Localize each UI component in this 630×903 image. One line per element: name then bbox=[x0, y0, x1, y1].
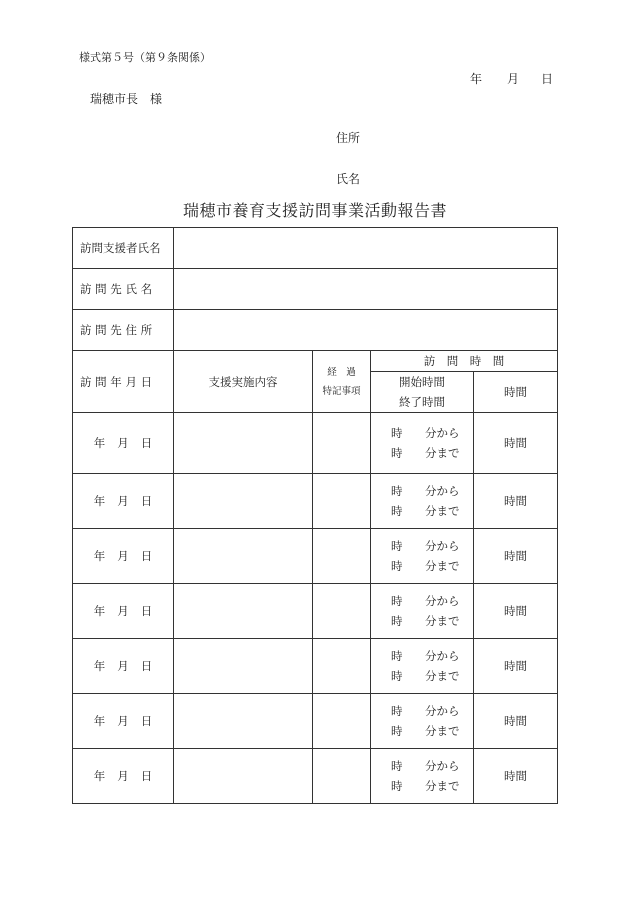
date-year-label: 年 bbox=[93, 436, 106, 450]
start-minute-label: 分から bbox=[425, 594, 460, 608]
hours-cell[interactable]: 時間 bbox=[474, 694, 558, 749]
name-label: 氏名 bbox=[336, 172, 361, 186]
start-hour-label: 時 bbox=[391, 426, 403, 440]
addressee: 瑞穂市長 様 bbox=[90, 92, 163, 106]
support-content-header: 支援実施内容 bbox=[174, 351, 313, 413]
end-minute-label: 分まで bbox=[425, 446, 460, 460]
special-notes-cell[interactable] bbox=[313, 413, 371, 474]
date-year-label: 年 bbox=[93, 549, 106, 563]
table-row bbox=[73, 694, 558, 749]
date-day-label: 日 bbox=[140, 659, 153, 673]
start-hour-label: 時 bbox=[391, 704, 403, 718]
start-hour-label: 時 bbox=[391, 594, 403, 608]
special-notes-cell[interactable] bbox=[313, 529, 371, 584]
table-row bbox=[73, 584, 558, 639]
date-day-label: 日 bbox=[140, 494, 153, 508]
date-day-label: 日 bbox=[140, 714, 153, 728]
start-minute-label: 分から bbox=[425, 539, 460, 553]
start-minute-label: 分から bbox=[425, 759, 460, 773]
date-day-label: 日 bbox=[140, 769, 153, 783]
end-hour-label: 時 bbox=[391, 669, 403, 683]
end-minute-label: 分まで bbox=[425, 724, 460, 738]
start-minute-label: 分から bbox=[425, 704, 460, 718]
table-row bbox=[73, 529, 558, 584]
end-minute-label: 分まで bbox=[425, 669, 460, 683]
time-range-cell[interactable] bbox=[371, 529, 474, 584]
start-minute-label: 分から bbox=[425, 649, 460, 663]
date-day-label: 日 bbox=[140, 549, 153, 563]
special-notes-cell[interactable] bbox=[313, 474, 371, 529]
visitor-name-field[interactable] bbox=[174, 228, 558, 269]
start-hour-label: 時 bbox=[391, 649, 403, 663]
start-hour-label: 時 bbox=[391, 484, 403, 498]
end-hour-label: 時 bbox=[391, 559, 403, 573]
visit-date-header: 訪 問 年 月 日 bbox=[73, 351, 174, 413]
time-range-cell[interactable] bbox=[371, 749, 474, 804]
time-range-cell[interactable] bbox=[371, 639, 474, 694]
date-year: 年 bbox=[470, 72, 483, 86]
date-month-label: 月 bbox=[117, 604, 129, 618]
special-notes-cell[interactable] bbox=[313, 694, 371, 749]
visit-time-header: 訪 問 時 間 bbox=[371, 351, 558, 372]
hours-cell[interactable]: 時間 bbox=[474, 749, 558, 804]
visit-date-cell[interactable] bbox=[73, 694, 174, 749]
visit-date-cell[interactable] bbox=[73, 749, 174, 804]
start-end-time-header bbox=[371, 372, 474, 413]
date-month-label: 月 bbox=[117, 659, 129, 673]
visit-target-address-field[interactable] bbox=[174, 310, 558, 351]
time-range-cell[interactable] bbox=[371, 584, 474, 639]
date-day-label: 日 bbox=[140, 436, 153, 450]
time-range-cell[interactable] bbox=[371, 694, 474, 749]
table-row bbox=[73, 474, 558, 529]
date-day-label: 日 bbox=[140, 604, 153, 618]
end-hour-label: 時 bbox=[391, 779, 403, 793]
hours-cell[interactable]: 時間 bbox=[474, 639, 558, 694]
visit-target-name-label: 訪 問 先 氏 名 bbox=[73, 269, 174, 310]
end-time-label: 終了時間 bbox=[399, 395, 445, 409]
address-label: 住所 bbox=[336, 131, 361, 145]
special-notes-cell[interactable] bbox=[313, 749, 371, 804]
hours-cell[interactable]: 時間 bbox=[474, 529, 558, 584]
start-hour-label: 時 bbox=[391, 539, 403, 553]
date-month-label: 月 bbox=[117, 714, 129, 728]
end-hour-label: 時 bbox=[391, 446, 403, 460]
table-row bbox=[73, 749, 558, 804]
end-minute-label: 分まで bbox=[425, 779, 460, 793]
special-notes-cell[interactable] bbox=[313, 584, 371, 639]
support-content-cell[interactable] bbox=[174, 474, 313, 529]
start-hour-label: 時 bbox=[391, 759, 403, 773]
date-year-label: 年 bbox=[93, 659, 106, 673]
start-minute-label: 分から bbox=[425, 426, 460, 440]
support-content-cell[interactable] bbox=[174, 413, 313, 474]
visit-date-cell[interactable] bbox=[73, 529, 174, 584]
support-content-cell[interactable] bbox=[174, 694, 313, 749]
visit-date-cell[interactable] bbox=[73, 413, 174, 474]
end-minute-label: 分まで bbox=[425, 614, 460, 628]
special-notes-label: 特記事項 bbox=[322, 385, 361, 397]
start-minute-label: 分から bbox=[425, 484, 460, 498]
time-range-cell[interactable] bbox=[371, 474, 474, 529]
end-hour-label: 時 bbox=[391, 614, 403, 628]
date-year-label: 年 bbox=[93, 604, 106, 618]
start-time-label: 開始時間 bbox=[399, 375, 445, 389]
date-month-label: 月 bbox=[117, 436, 129, 450]
progress-notes-header bbox=[313, 351, 371, 413]
form-number: 様式第５号（第９条関係） bbox=[79, 51, 211, 64]
support-content-cell[interactable] bbox=[174, 639, 313, 694]
end-minute-label: 分まで bbox=[425, 559, 460, 573]
date-day: 日 bbox=[541, 72, 554, 86]
date-month-label: 月 bbox=[117, 769, 129, 783]
special-notes-cell[interactable] bbox=[313, 639, 371, 694]
date-month-label: 月 bbox=[117, 494, 129, 508]
visit-date-cell[interactable] bbox=[73, 584, 174, 639]
page-title: 瑞穂市養育支援訪問事業活動報告書 bbox=[182, 201, 447, 220]
visit-target-address-label: 訪 問 先 住 所 bbox=[73, 310, 174, 351]
visitor-name-label: 訪問支援者氏名 bbox=[73, 228, 174, 269]
support-content-cell[interactable] bbox=[174, 584, 313, 639]
hours-cell[interactable]: 時間 bbox=[474, 584, 558, 639]
visit-target-name-field[interactable] bbox=[174, 269, 558, 310]
date-month-label: 月 bbox=[117, 549, 129, 563]
visit-date-cell[interactable] bbox=[73, 639, 174, 694]
hours-cell[interactable]: 時間 bbox=[474, 474, 558, 529]
report-table bbox=[72, 227, 558, 804]
end-minute-label: 分まで bbox=[425, 504, 460, 518]
date-year-label: 年 bbox=[93, 769, 106, 783]
date-month: 月 bbox=[507, 72, 520, 86]
progress-label: 経 過 bbox=[327, 366, 356, 378]
support-content-cell[interactable] bbox=[174, 749, 313, 804]
support-content-cell[interactable] bbox=[174, 529, 313, 584]
end-hour-label: 時 bbox=[391, 504, 403, 518]
hours-cell[interactable]: 時間 bbox=[474, 413, 558, 474]
date-year-label: 年 bbox=[93, 714, 106, 728]
table-row bbox=[73, 413, 558, 474]
table-row bbox=[73, 639, 558, 694]
date-year-label: 年 bbox=[93, 494, 106, 508]
hours-header: 時間 bbox=[474, 372, 558, 413]
end-hour-label: 時 bbox=[391, 724, 403, 738]
visit-date-cell[interactable] bbox=[73, 474, 174, 529]
time-range-cell[interactable] bbox=[371, 413, 474, 474]
